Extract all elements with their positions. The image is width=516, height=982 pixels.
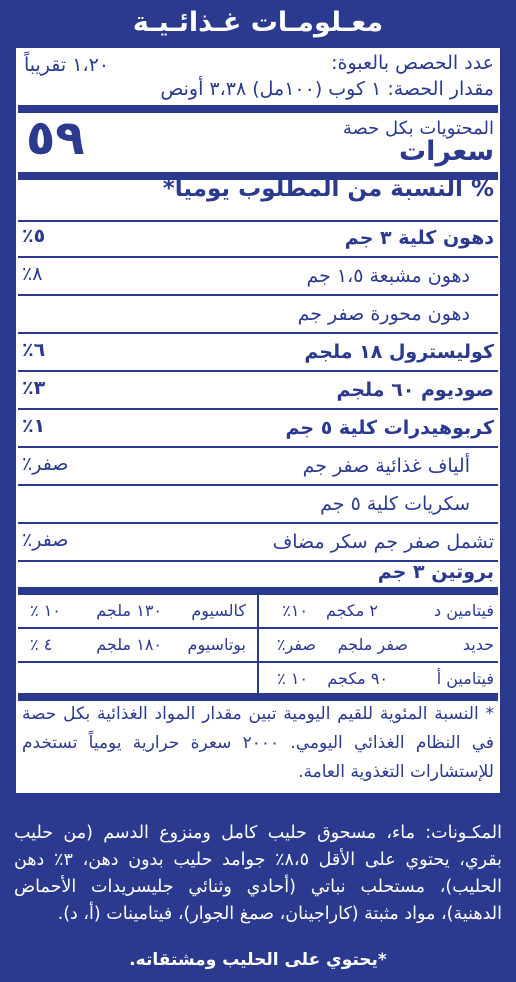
- nutrient-name: دهون محورة صفر جم: [297, 303, 470, 325]
- nutrient-name: بروتين ٣ جم: [377, 561, 494, 583]
- mineral-percent: ١٠ ٪: [30, 601, 61, 620]
- nutrient-percent: ٣٪: [22, 377, 46, 399]
- mineral-amount: صفر ملجم: [337, 635, 408, 654]
- nutrient-percent: ٨٪: [22, 263, 43, 285]
- nutrition-panel: [16, 48, 500, 793]
- nutrient-row-sugars: [18, 488, 498, 524]
- nutrient-percent: صفر٪: [22, 453, 69, 475]
- serving-size: مقدار الحصة: ١ كوب (١٠٠مل) ٣،٣٨ أونص: [160, 78, 494, 100]
- nutrient-name: صوديوم ٦٠ ملجم: [336, 379, 494, 401]
- mineral-percent: ٤ ٪: [30, 635, 53, 654]
- daily-value-header: % النسبة من المطلوب يومياً*: [162, 176, 494, 202]
- calories-value: ٥٩: [26, 110, 85, 166]
- nutrient-percent: صفر٪: [22, 529, 69, 551]
- nutrient-name: دهون مشبعة ١،٥ جم: [306, 265, 470, 287]
- nutrient-percent: ٦٪: [22, 339, 46, 361]
- mineral-name: بوتاسيوم: [187, 635, 246, 654]
- ingredients-text: المكـونات: ماء، مسحوق حليب كامل ومنزوع الدسم (من حليب بقري، يحتوي على الأقل ٨،٥٪ جوامد حليب بدون دهن، ٣٪ دهن الحليب)، مستحلب نباتي (أحادي وثنائي جليسريدات الأحماض الدهنية)، مواد مثبتة (كاراجينان، صمغ الجوار)، فيتامينات (أ، د).: [14, 823, 502, 924]
- vitamin-amount: ٩٠ مكجم: [327, 669, 388, 688]
- vitamin-percent: ١٠٪: [282, 601, 308, 620]
- nutrient-percent: ٥٪: [22, 225, 46, 247]
- nutrient-row-carbohydrates: [18, 412, 498, 448]
- nutrient-row-saturated-fat: [18, 260, 498, 296]
- nutrient-name: ألياف غذائية صفر جم: [302, 455, 470, 477]
- vitamin-percent: ١٠ ٪: [277, 669, 308, 688]
- vitamin-amount: ٢ مكجم: [325, 601, 378, 620]
- thick-divider: [18, 105, 498, 113]
- servings-per-container-label: عدد الحصص بالعبوة:: [331, 52, 494, 74]
- vitamin-name: فيتامين أ: [436, 669, 494, 688]
- mineral-amount: ١٨٠ ملجم: [96, 635, 162, 654]
- nutrient-row-cholesterol: [18, 336, 498, 372]
- nutrient-name: تشمل صفر جم سكر مضاف: [272, 531, 494, 553]
- nutrient-row-fiber: [18, 450, 498, 486]
- nutrient-row-trans-fat: [18, 298, 498, 334]
- nutrient-percent: ١٪: [22, 415, 46, 437]
- nutrient-row-sodium: [18, 374, 498, 410]
- mineral-percent: صفر٪: [276, 635, 316, 654]
- nutrient-row-total-fat: [18, 222, 498, 258]
- daily-value-footnote: * النسبة المئوية للقيم اليومية تبين مقدار المواد الغذائية بكل حصة في النظام الغذائي اليومي. ٢٠٠٠ سعرة حرارية يومياً تستخدم للإستشارات التغذوية العامة.: [22, 704, 494, 782]
- vitamins-grid: [18, 595, 498, 697]
- nutrient-name: كوليسترول ١٨ ملجم: [304, 341, 494, 363]
- nutrient-name: دهون كلية ٣ جم: [344, 227, 494, 249]
- amount-per-serving-label: المحتويات بكل حصة: [342, 118, 494, 139]
- label-title: معـلومـات غـذائـيـة: [132, 7, 384, 38]
- mineral-name: كالسيوم: [191, 601, 246, 620]
- mineral-amount: ١٣٠ ملجم: [96, 601, 162, 620]
- thick-divider: [18, 587, 498, 595]
- allergen-note: *يحتوي على الحليب ومشتقاته.: [129, 950, 387, 970]
- servings-per-container-value: ١،٢٠ تقريباً: [24, 54, 109, 76]
- calories-label: سعرات: [399, 136, 494, 167]
- nutrient-name: كربوهيدرات كلية ٥ جم: [285, 417, 494, 439]
- nutrient-name: سكريات كلية ٥ جم: [320, 493, 470, 515]
- vitamin-name: فيتامين د: [434, 601, 494, 620]
- mineral-name: حديد: [462, 635, 494, 654]
- column-divider: [257, 595, 259, 697]
